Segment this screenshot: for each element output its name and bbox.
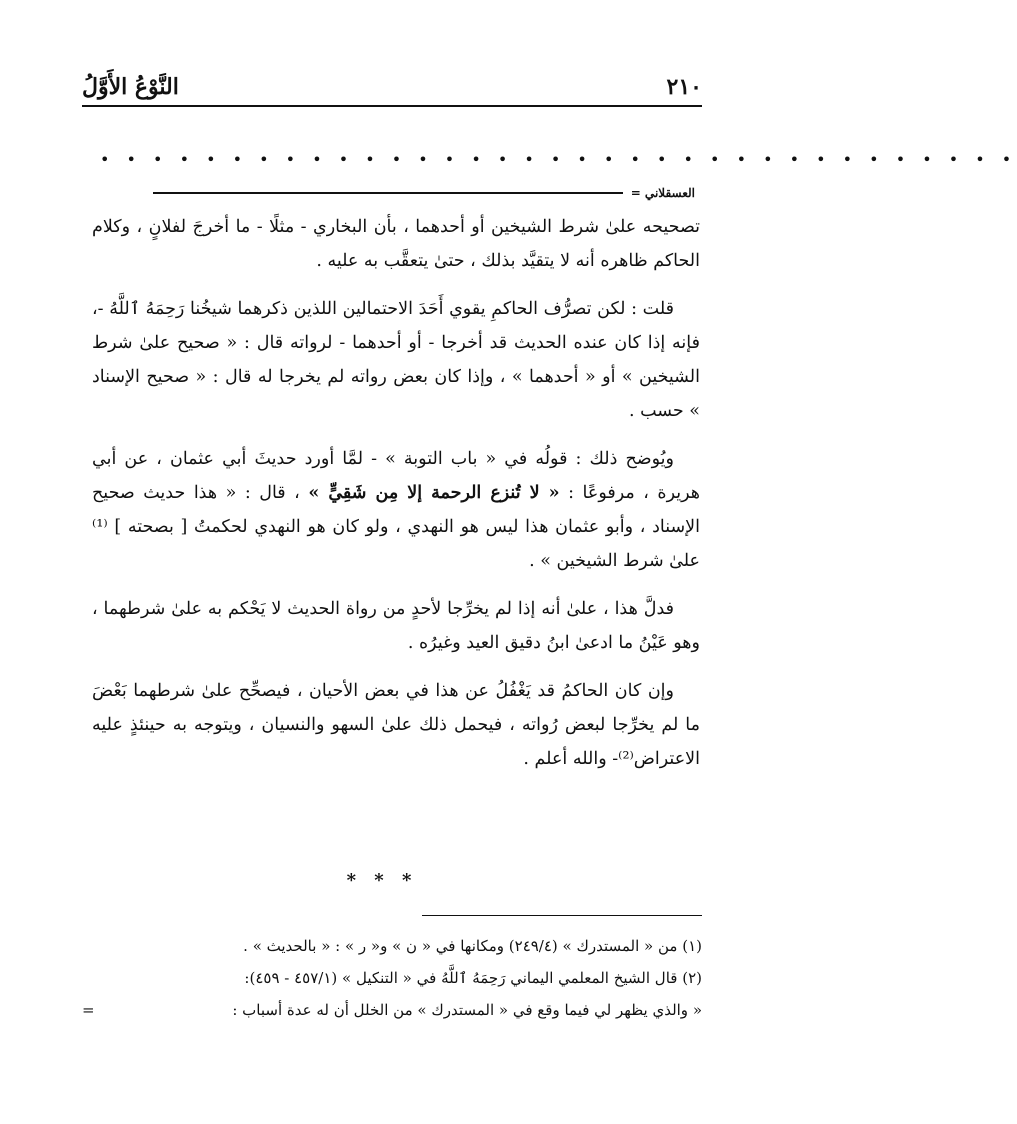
continuation-marker (95, 183, 695, 203)
paragraph-3-part-2: ، قال : « هذا حديث صحيح الإسناد ، وأبو عثمان هذا ليس هو النهدي ، ولو كان هو النهدي لحكمتُ [ بصحته ] ⁽¹⁾ علىٰ شرط الشيخين » . (92, 483, 700, 571)
footnote-2: (٢) قال الشيخ المعلمي اليماني رَحِمَهُ ٱللَّهُ في « التنكيل » (٤٥٧/١ - ٤٥٩): (244, 969, 702, 987)
paragraph-5: وإن كان الحاكمُ قد يَغْفُلُ عن هذا في بعض الأحيان ، فيصحِّح علىٰ شرطهما بَعْضَ ما لم يخرِّجا لبعض رُواته ، فيحمل ذلك علىٰ السهو والنسيان ، ويتوجه به حينئذٍ عليه الاعتراض⁽²⁾- والله أعلم . (92, 681, 700, 769)
footnote-2-continuation (82, 994, 702, 1026)
paragraph-4: فدلَّ هذا ، علىٰ أنه إذا لم يخرِّجا لأحدٍ من رواة الحديث لا يَحْكم به علىٰ شرطهما ، وهو عَيْنُ ما ادعىٰ ابنُ دقيق العيد وغيرُه . (92, 599, 700, 653)
footnote-continues-mark: = (82, 1001, 95, 1019)
hadith-quote: « لا تُنزع الرحمة إلا مِن شَقِيٍّ » (308, 483, 560, 503)
paragraph-1: تصحيحه علىٰ شرط الشيخين أو أحدهما ، بأن البخاري - مثلًا - ما أخرجَ لفلانٍ ، وكلام الحاكم ظاهره أنه لا يتقيَّد بذلك ، حتىٰ يتعقَّب به عليه . (92, 217, 700, 271)
paragraph-3-part-1: ويُوضح ذلك : قولُه في « باب التوبة » - لمَّا أورد حديثَ أبي عثمان ، عن أبي هريرة ، مرفوعًا : (92, 449, 701, 503)
page-number: ٢١٠ (666, 74, 702, 100)
chapter-title: النَّوْعُ الأَوَّلُ (82, 74, 179, 100)
footnotes (82, 930, 702, 1026)
paragraph-3 (92, 442, 700, 578)
footnote-1: (١) من « المستدرك » (٢٤٩/٤) ومكانها في « ن » و« ر » : « بالحديث » . (243, 937, 702, 955)
continuation-label: العسقلاني = (630, 186, 695, 200)
footnote-rule (422, 915, 702, 916)
separator-dots: • • • • • • • • • • • • • • • • • • • • • • • • • • • • • • • • • • • (100, 150, 1017, 169)
main-text (92, 210, 700, 790)
footnote-2-continuation-text: « والذي يظهر لي فيما وقع في « المستدرك » من الخلل أن له عدة أسباب : (232, 1001, 702, 1019)
header-rule (82, 105, 702, 107)
section-stars: * * * (346, 870, 418, 891)
paragraph-2: قلت : لكن تصرُّف الحاكمِ يقوي أَحَدَ الاحتمالين اللذين ذكرهما شيخُنا رَحِمَهُ ٱللَّهُ -، فإنه إذا كان عنده الحديث قد أخرجا - أو أحدهما - لرواته قال : « صحيح علىٰ شرط الشيخين » أو « أحدهما » ، وإذا كان بعض رواته لم يخرجا له قال : « صحيح الإسناد » حسب . (92, 299, 700, 421)
running-header (82, 58, 702, 100)
continuation-line (153, 192, 623, 194)
